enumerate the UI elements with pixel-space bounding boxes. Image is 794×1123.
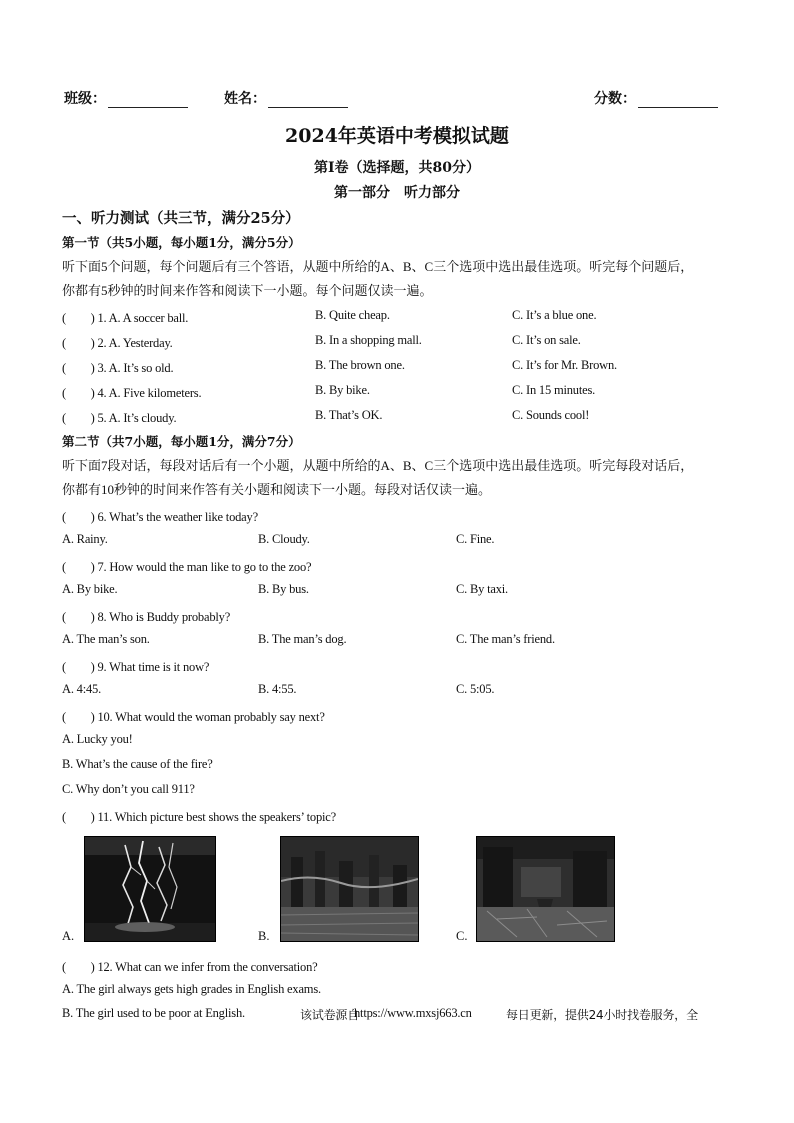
question-row-4: [62, 383, 737, 403]
q6-text: ( ) 6. What’s the weather like today?: [62, 510, 258, 524]
q11-label-a: A.: [62, 929, 75, 943]
q7-options: [62, 582, 737, 602]
q11-text: ( ) 11. Which picture best shows the speakers’ topic?: [62, 810, 336, 824]
q11-label-b: B.: [258, 929, 270, 943]
q4-option-b: B. By bike.: [315, 383, 370, 397]
q2-option-b: B. In a shopping mall.: [315, 333, 422, 347]
q9-text: ( ) 9. What time is it now?: [62, 660, 210, 674]
q1-option-b: B. Quite cheap.: [315, 308, 390, 322]
name-label: 姓名：: [224, 91, 266, 107]
q5-option-a: ( ) 5. A. It’s cloudy.: [62, 411, 177, 425]
q6-stem: [62, 507, 737, 527]
q7-option-b: B. By bus.: [258, 582, 309, 596]
student-info-line: [64, 88, 724, 110]
question-row-5: [62, 408, 737, 428]
q7-stem: [62, 557, 737, 577]
q9-option-b: B. 4:55.: [258, 682, 297, 696]
q10-text: ( ) 10. What would the woman probably say next?: [62, 710, 325, 724]
q10-stem: [62, 707, 737, 727]
q11-label-c: C.: [456, 929, 468, 943]
q9-option-a: A. 4:45.: [62, 682, 102, 696]
flood-illustration: [281, 837, 418, 941]
q10-option-a-row: [62, 732, 737, 752]
q6-options: [62, 532, 737, 552]
q11-stem: [62, 807, 737, 827]
question-row-2: [62, 333, 737, 353]
storm-street-picture[interactable]: [476, 836, 615, 942]
score-blank[interactable]: [638, 91, 718, 108]
sec1-heading: 第一节（共5小题，每小题1分，满分5分）: [62, 235, 301, 250]
volume-heading: 第Ⅰ卷（选择题，共80分）: [313, 160, 481, 176]
q9-stem: [62, 657, 737, 677]
q12-stem: [62, 957, 737, 977]
question-row-3: [62, 358, 737, 378]
q1-option-a: ( ) 1. A. A soccer ball.: [62, 311, 189, 325]
q12-option-a: A. The girl always gets high grades in English exams.: [62, 982, 321, 996]
class-blank[interactable]: [108, 91, 188, 108]
sec2-instructions: [62, 454, 737, 502]
q9-option-c: C. 5:05.: [456, 682, 495, 696]
q10-option-c: C. Why don’t you call 911?: [62, 782, 195, 796]
q12-option-a-row: [62, 982, 737, 1002]
score-label: 分数：: [594, 91, 636, 107]
storm-illustration: [477, 837, 614, 941]
q5-option-c: C. Sounds cool!: [512, 408, 590, 422]
q6-option-b: B. Cloudy.: [258, 532, 310, 546]
q4-option-c: C. In 15 minutes.: [512, 383, 596, 397]
class-label: 班级：: [64, 91, 106, 107]
q2-option-c: C. It’s on sale.: [512, 333, 581, 347]
q5-option-b: B. That’s OK.: [315, 408, 383, 422]
sec1-instructions: [62, 255, 737, 303]
question-row-1: [62, 308, 737, 328]
q6-option-a: A. Rainy.: [62, 532, 108, 546]
score-field: [594, 88, 718, 108]
q8-option-b: B. The man’s dog.: [258, 632, 347, 646]
q1-option-c: C. It’s a blue one.: [512, 308, 597, 322]
sec2-instr-line2: 你都有10秒钟的时间来作答有关小题和阅读下一小题。每段对话仅读一遍。: [62, 482, 492, 497]
q8-options: [62, 632, 737, 652]
q3-option-b: B. The brown one.: [315, 358, 405, 372]
q10-option-a: A. Lucky you!: [62, 732, 133, 746]
q8-option-a: A. The man’s son.: [62, 632, 150, 646]
q12-option-b: B. The girl used to be poor at English.: [62, 1006, 245, 1020]
source-note: 该试卷源自: [300, 1008, 360, 1022]
q4-option-a: ( ) 4. A. Five kilometers.: [62, 386, 202, 400]
q12-option-b-row: [62, 1006, 737, 1026]
q7-text: ( ) 7. How would the man like to go to the zoo?: [62, 560, 312, 574]
name-blank[interactable]: [268, 91, 348, 108]
part-heading: 第一部分 听力部分: [334, 185, 460, 201]
lightning-illustration: [85, 837, 215, 941]
section-heading: 一、听力测试（共三节，满分25分）: [62, 210, 300, 227]
q7-option-c: C. By taxi.: [456, 582, 508, 596]
q3-option-c: C. It’s for Mr. Brown.: [512, 358, 617, 372]
class-field: [64, 88, 188, 108]
q10-option-c-row: [62, 782, 737, 802]
q8-stem: [62, 607, 737, 627]
sec2-instr-line1: 听下面7段对话，每段对话后有一个小题，从题中所给的A、B、C三个选项中选出最佳选项。听完每段对话后，: [62, 458, 694, 473]
q7-option-a: A. By bike.: [62, 582, 118, 596]
lightning-picture[interactable]: [84, 836, 216, 942]
q8-option-c: C. The man’s friend.: [456, 632, 555, 646]
source-link[interactable]: https://www.mxsj663.cn: [354, 1006, 472, 1020]
sec1-instr-line2: 你都有5秒钟的时间来作答和阅读下一小题。每个问题仅读一遍。: [62, 283, 433, 298]
q2-option-a: ( ) 2. A. Yesterday.: [62, 336, 173, 350]
sec1-instr-line1: 听下面5个问题，每个问题后有三个答语，从题中所给的A、B、C三个选项中选出最佳选项。听完每个问题后，: [62, 259, 694, 274]
q10-option-b-row: [62, 757, 737, 777]
q6-option-c: C. Fine.: [456, 532, 495, 546]
q8-text: ( ) 8. Who is Buddy probably?: [62, 610, 231, 624]
q9-options: [62, 682, 737, 702]
exam-title: 2024年英语中考模拟试题: [285, 125, 509, 147]
flood-street-picture[interactable]: [280, 836, 419, 942]
q3-option-a: ( ) 3. A. It’s so old.: [62, 361, 174, 375]
service-note: 每日更新，提供24小时找卷服务，全: [506, 1008, 698, 1022]
q12-text: ( ) 12. What can we infer from the conversation?: [62, 960, 318, 974]
sec2-heading: 第二节（共7小题，每小题1分，满分7分）: [62, 434, 301, 449]
name-field: [224, 88, 348, 108]
q10-option-b: B. What’s the cause of the fire?: [62, 757, 213, 771]
